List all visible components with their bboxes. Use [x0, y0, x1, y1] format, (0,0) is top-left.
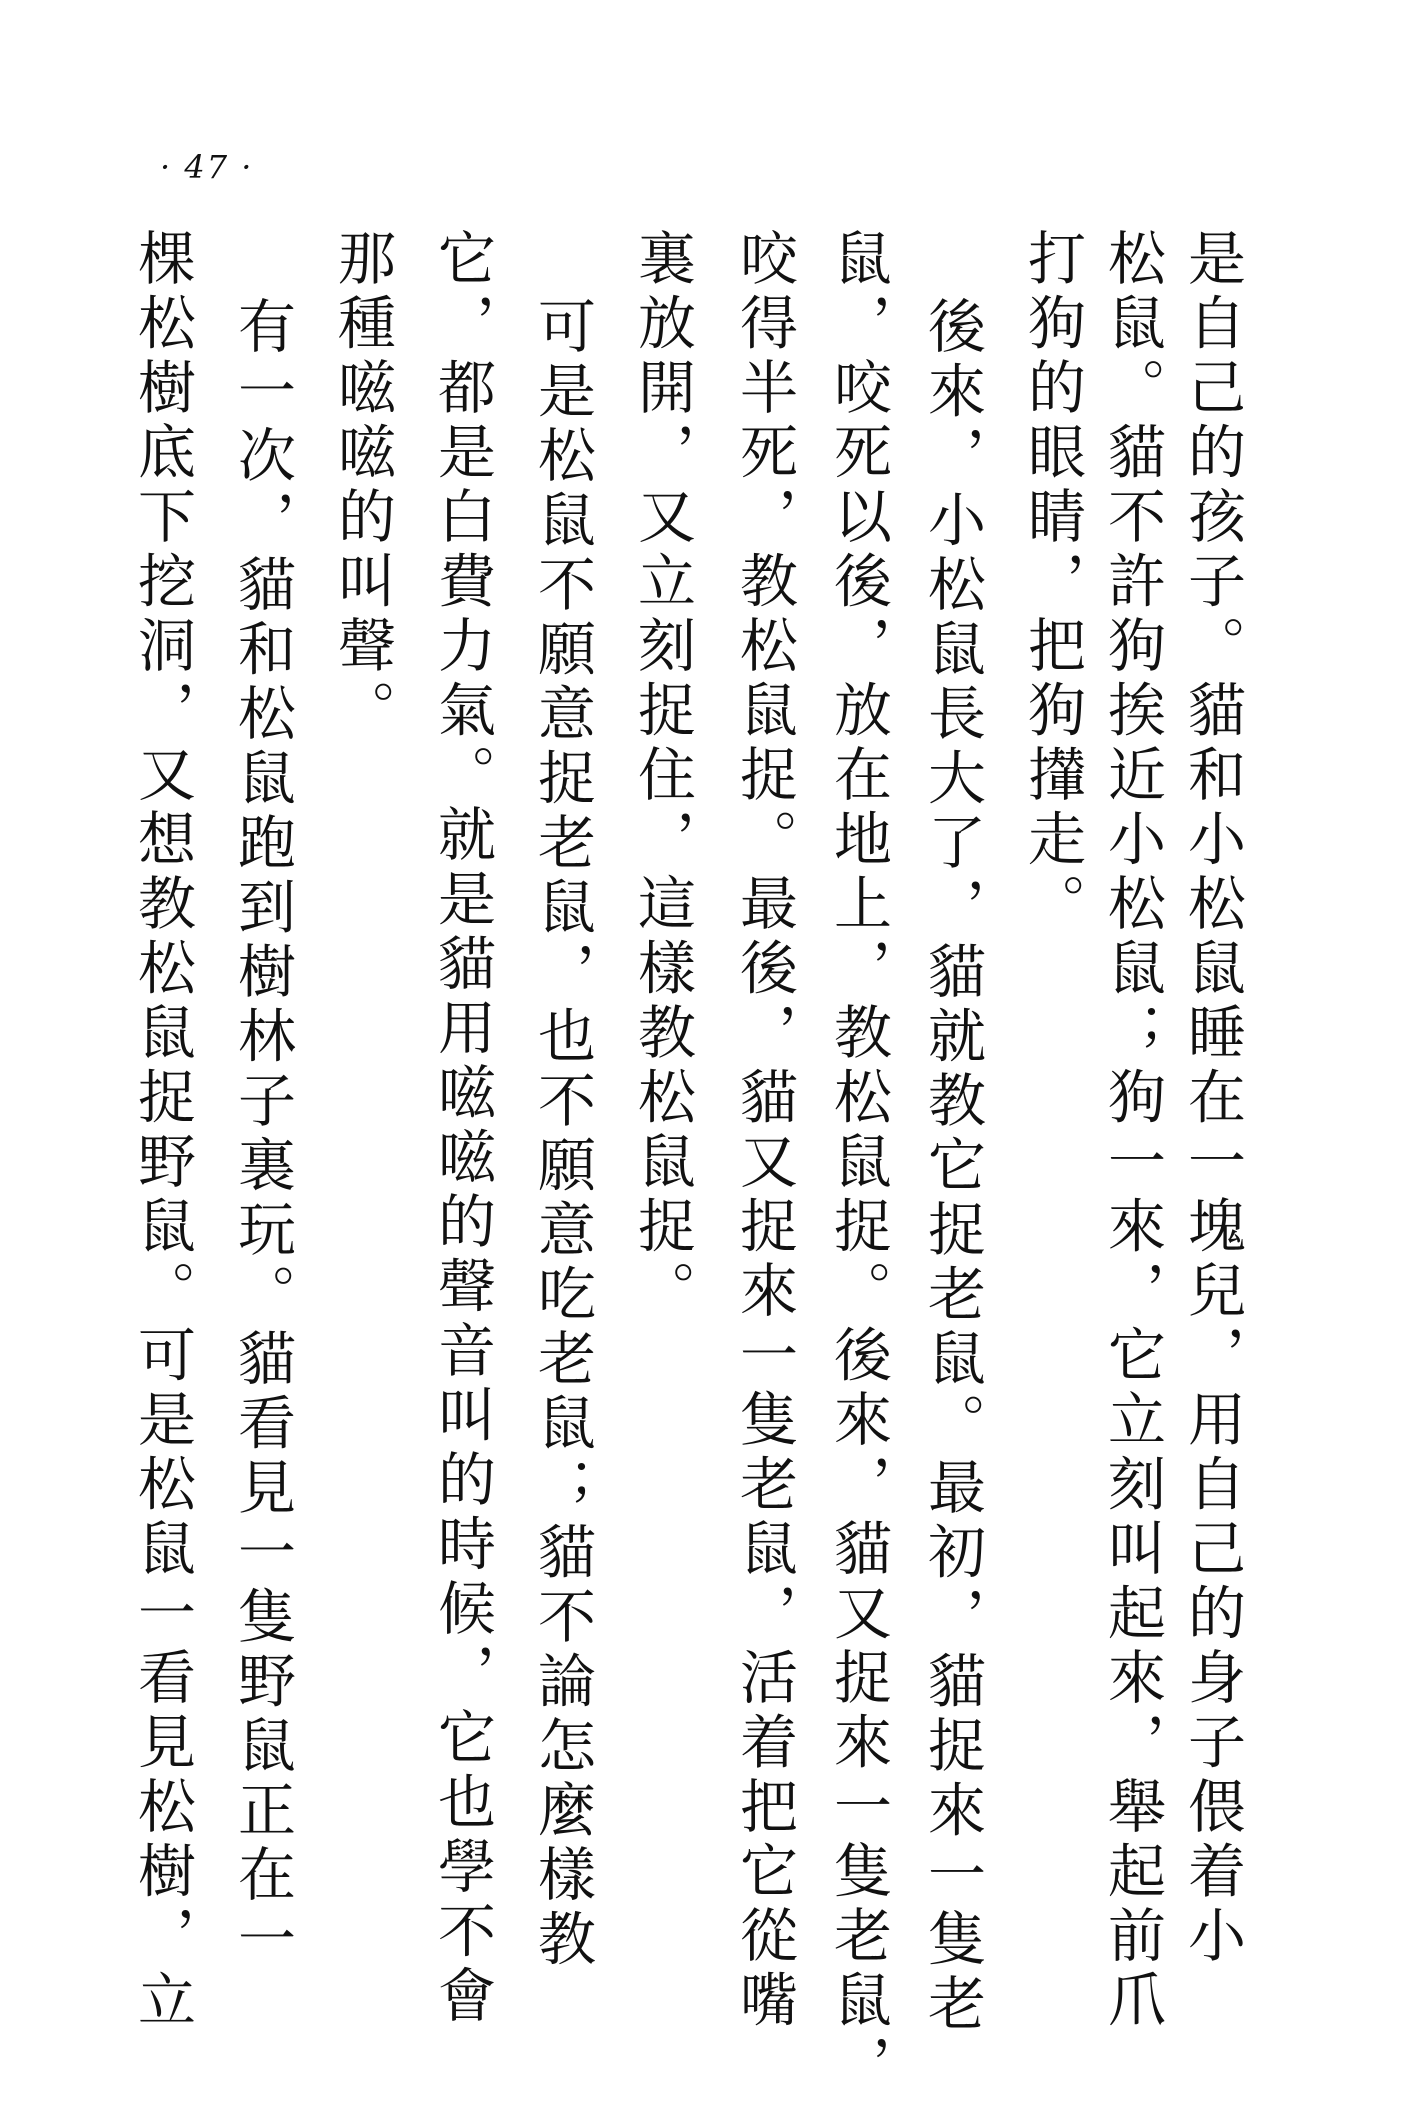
- text-column-11: 有一次，貓和松鼠跑到樹林子裏玩。貓看見一隻野鼠正在一: [228, 296, 296, 1973]
- text-column-1: 是自己的孩子。貓和小松鼠睡在一塊兒，用自己的身子偎着小: [1178, 228, 1246, 1970]
- text-column-6: 咬得半死，教松鼠捉。最後，貓又捉來一隻老鼠，活着把它從嘴: [730, 228, 798, 2034]
- text-column-12: 棵松樹底下挖洞，又想教松鼠捉野鼠。可是松鼠一看見松樹，立: [128, 228, 196, 2034]
- text-column-10: 那種嗞嗞的叫聲。: [328, 228, 396, 744]
- text-column-2: 松鼠。貓不許狗挨近小松鼠；狗一來，它立刻叫起來，舉起前爪: [1098, 228, 1166, 2034]
- text-column-9-continued: 就是貓用嗞嗞的聲音叫的時候，它也學不會: [428, 804, 496, 2030]
- text-column-7: 裏放開，又立刻捉住，這樣教松鼠捉。: [628, 228, 696, 1325]
- text-column-8: 可是松鼠不願意捉老鼠，也不願意吃老鼠；貓不論怎麼樣教: [528, 296, 596, 1973]
- page-number: · 47 ·: [160, 148, 254, 186]
- text-column-9: 它，都是白費力氣。: [428, 228, 496, 809]
- text-column-3: 打狗的眼睛，把狗攆走。: [1018, 228, 1086, 938]
- text-column-5: 鼠，咬死以後，放在地上，教松鼠捉。後來，貓又捉來一隻老鼠，: [824, 228, 892, 2099]
- text-column-4: 後來，小松鼠長大了，貓就教它捉老鼠。最初，貓捉來一隻老: [918, 296, 986, 2038]
